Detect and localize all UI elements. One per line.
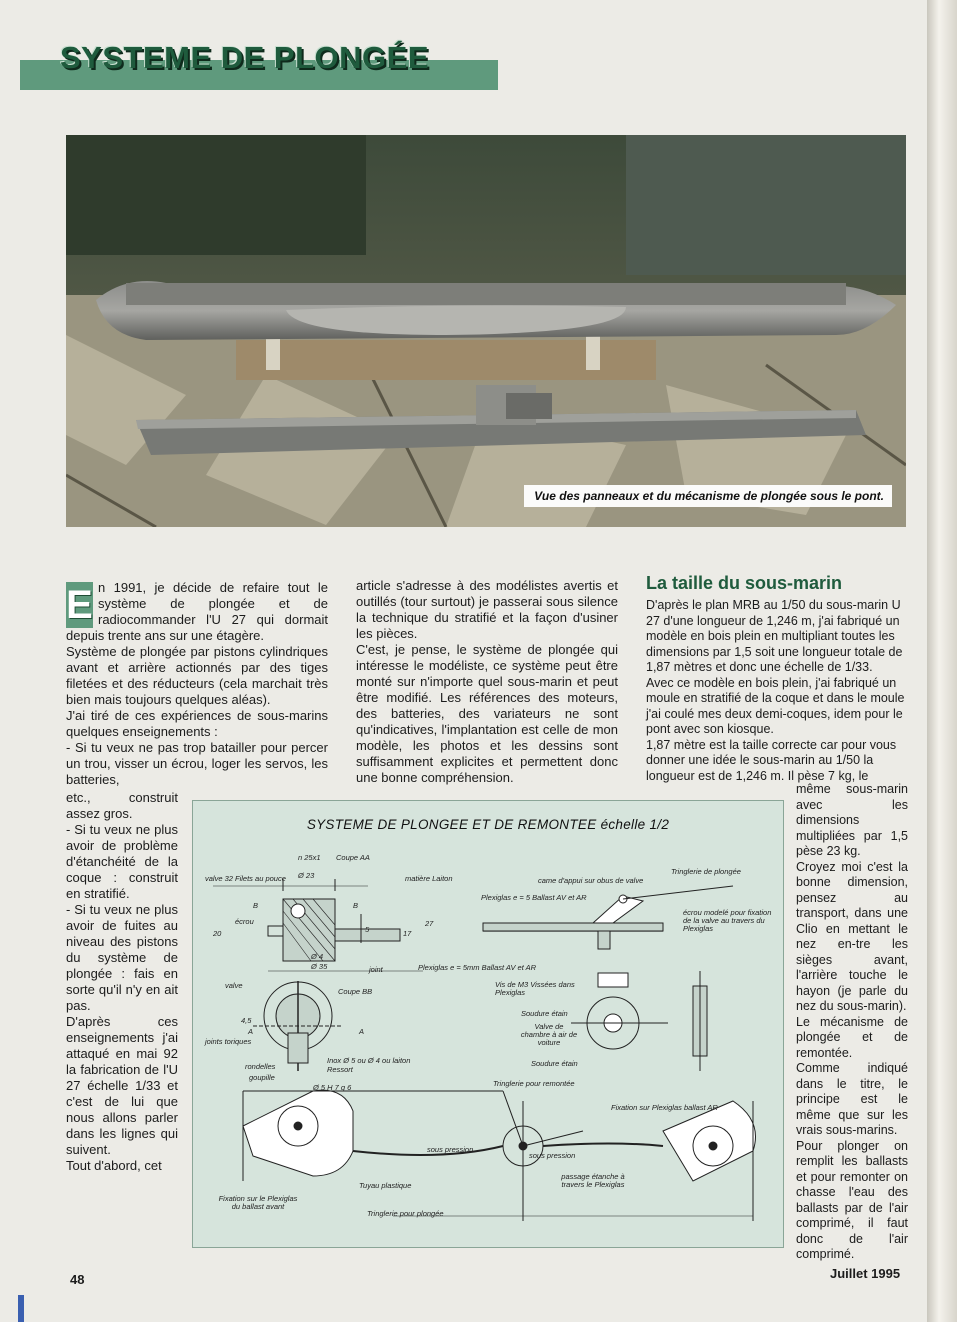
diagram-label: sous pression xyxy=(529,1151,576,1160)
column-3-paragraph: D'après le plan MRB au 1/50 du sous-marin U 27 d'une longueur de 1,246 m, j'ai fabriqué un modèle en bois plein en multipliant toutes les dimensions par 1,5 soit une longueur totale de 1,87 mètres et donc une échelle de 1/33. xyxy=(646,598,903,674)
column-1-narrow xyxy=(66,790,178,1174)
diagram-label: sous pression xyxy=(427,1145,474,1154)
diagram-label: 17 xyxy=(403,929,412,938)
column-3-narrow-paragraph: Comme indiqué dans le titre, le principe est le même que sur les vrais sous-marins. xyxy=(796,1061,908,1137)
photo-caption: Vue des panneaux et du mécanisme de plongée sous le pont. xyxy=(524,485,892,507)
column-1-narrow-paragraph: - Si tu veux ne plus avoir de problème d'étanchéité de la coque : construit en stratifié. xyxy=(66,822,178,901)
column-3-paragraph: 1,87 mètre est la taille correcte car pour vous donner une idée le sous-marin au 1/50 la longueur est de 1,246 m. Il pèse 7 kg, le xyxy=(646,737,897,783)
diagram-label: Vis de M3 Vissées dans Plexiglas xyxy=(495,980,575,997)
diagram-label: Tuyau plastique xyxy=(359,1181,412,1190)
section-heading: La taille du sous-marin xyxy=(646,573,843,593)
diagram-label: joint xyxy=(369,965,383,974)
column-1-narrow-paragraph: - Si tu veux ne plus avoir de fuites au niveau des pistons du système de plongée : fais en sorte qu'il n'y en ait pas. xyxy=(66,902,178,1013)
diagram-label: A xyxy=(359,1027,365,1036)
diagram-label: valve xyxy=(225,981,243,990)
column-1-paragraph: n 1991, je décide de refaire tout le système de plongée et de radiocommander l'U 27 qui dormait depuis trente ans sur une étagère. xyxy=(66,580,328,643)
diagram-label: 4,5 xyxy=(241,1016,252,1025)
diagram-label: B xyxy=(253,901,259,910)
diagram-label: Ressort xyxy=(327,1065,353,1074)
page-number: 48 xyxy=(70,1272,85,1287)
diagram-label: Ø 35 xyxy=(311,962,328,971)
diagram-label: Tringlerie pour plongée xyxy=(367,1209,444,1218)
column-2 xyxy=(356,578,618,786)
column-1-paragraph: J'ai tiré de ces expériences de sous-marins quelques enseignements : xyxy=(66,708,328,739)
diagram-label: écrou xyxy=(235,917,254,926)
column-2-paragraph: article s'adresse à des modélistes avertis et outillés (tour surtout) je passerai sous silence la technique du stratifié et la façon d'usiner les pièces. xyxy=(356,578,618,641)
column-1-paragraph: Système de plongée par pistons cylindriques avant et arrière actionnés par des tiges filetées et des réducteurs (cela marchait très bien mais toujours quelques aléas). xyxy=(66,644,328,707)
diagram-label: Soudure étain xyxy=(521,1009,568,1018)
column-3-narrow-paragraph: Croyez moi c'est la bonne dimension, pensez au transport, dans une Clio en mettant le nez en-tre les sièges avant, l'arrière touche le hayon (je parle du nez du sous-marin). xyxy=(796,859,908,1013)
diagram-label: Plexiglas e = 5mm Ballast AV et AR xyxy=(418,963,537,972)
column-1-narrow-paragraph: Tout d'abord, cet xyxy=(66,1158,162,1173)
submarine-photo-image xyxy=(66,135,906,527)
diagram-label: Fixation sur le Plexiglas du ballast avant xyxy=(218,1194,298,1211)
column-1 xyxy=(66,580,328,788)
diagram-label: 20 xyxy=(213,929,222,938)
column-2-paragraph: C'est, je pense, le système de plongée qui intéresse le modéliste, ce système peut être monté sur n'importe quel sous-marin et peut être modifié. Les références des moteurs, des batteries, des variateurs ne sont qu'indicatives, l'implantation est celle de mon modèle, les photos et les dessins sont suffisamment explicites et permettent donc une bonne compréhension. xyxy=(356,642,618,785)
column-3 xyxy=(646,572,908,784)
diagram-label: 5 xyxy=(365,925,370,934)
column-3-paragraph: Avec ce modèle en bois plein, j'ai fabriqué un moule en stratifié de la coque et dans le moule j'ai coulé mes deux demi-coques, idem pour le pont avec son kiosque. xyxy=(646,675,905,736)
column-1-narrow-paragraph: etc., construit assez gros. xyxy=(66,790,178,821)
column-1-paragraph: - Si tu veux ne pas trop batailler pour percer un trou, visser un écrou, loger les servos, les batteries, xyxy=(66,740,328,787)
diagram-label: Ø 5 H 7 g 6 xyxy=(313,1083,352,1092)
diagram-label: écrou modelé pour fixation de la valve au travers du Plexiglas xyxy=(683,908,772,933)
diagram-label: rondelles xyxy=(245,1062,276,1071)
page-spine xyxy=(927,0,957,1322)
diagram-label: A xyxy=(248,1027,254,1036)
diagram-label: n 25x1 xyxy=(298,853,321,862)
diagram-label: B xyxy=(353,901,359,910)
technical-diagram xyxy=(192,800,784,1248)
diagram-label: Ø 4 xyxy=(311,952,324,961)
diagram-label: matière Laiton xyxy=(405,874,453,883)
diagram-label: Plexiglas e = 5 Ballast AV et AR xyxy=(481,893,587,902)
column-3-narrow-paragraph: même sous-marin avec les dimensions multipliées par 1,5 pèse 23 kg. xyxy=(796,782,908,858)
diagram-label: passage étanche à travers le Plexiglas xyxy=(561,1172,625,1189)
diagram-label: Coupe BB xyxy=(338,987,373,996)
column-3-narrow-paragraph: Le mécanisme de plongée et de remontée. xyxy=(796,1014,908,1060)
diagram-label: Coupe AA xyxy=(336,853,370,862)
diagram-label: came d'appui sur obus de valve xyxy=(538,876,644,885)
diagram-label: Tringlerie de plongée xyxy=(671,867,741,876)
drop-cap: E xyxy=(66,583,93,627)
diagram-label: Soudure étain xyxy=(531,1059,578,1068)
diagram-label: joints toriques xyxy=(205,1037,252,1046)
diagram-label: Fixation sur Plexiglas ballast AR xyxy=(611,1103,718,1112)
diagram-label: Tringlerie pour remontée xyxy=(493,1079,575,1088)
diagram-label: valve 32 Filets au pouce xyxy=(205,874,286,883)
diagram-label: Valve de chambre à air de voiture xyxy=(520,1022,578,1047)
submarine-photo xyxy=(66,135,906,527)
diagram-label: 27 xyxy=(425,919,434,928)
page-title: SYSTEME DE PLONGÉE xyxy=(60,40,430,75)
column-3-narrow-paragraph: Pour plonger on remplit les ballasts et pour remonter on chasse l'eau des ballasts par de l'air comprimé, il faut donc de l'air comprimé. xyxy=(796,1138,908,1261)
issue-date: Juillet 1995 xyxy=(830,1266,901,1281)
diagram-label: Ø 23 xyxy=(298,871,315,880)
margin-mark xyxy=(18,1295,24,1322)
column-3-narrow xyxy=(796,782,908,1263)
column-1-narrow-paragraph: D'après ces enseignements j'ai attaqué en mai 92 la fabrication de l'U 27 échelle 1/33 et c'est de lui que nous allons parler dans les lignes qui suivent. xyxy=(66,1014,178,1157)
diagram-label: Inox Ø 5 ou Ø 4 ou laiton xyxy=(327,1056,411,1065)
diagram-title: SYSTEME DE PLONGEE ET DE REMONTEE échelle 1/2 xyxy=(306,817,670,832)
diagram-label: goupille xyxy=(249,1073,275,1082)
